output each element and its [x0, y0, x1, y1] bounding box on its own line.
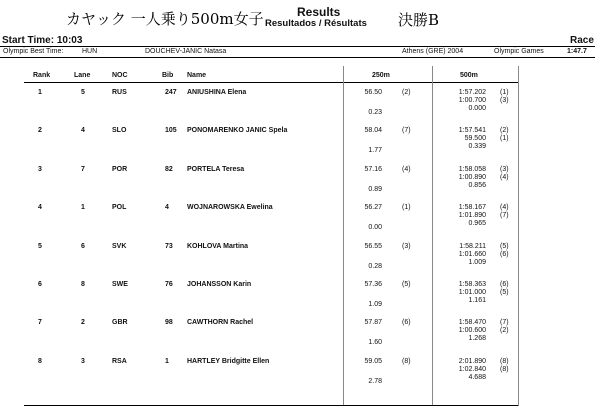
cell-500m-split: 1:01.000: [458, 289, 486, 296]
cell-500m-rank: (2): [500, 127, 509, 135]
cell-name: PONOMARENKO JANIC Spela: [187, 127, 288, 135]
cell-500m-rank: (8): [500, 357, 509, 365]
cell-250m-gap: 1.60: [368, 339, 382, 347]
col-separator: [432, 66, 433, 406]
cell-500m-split-rank: (5): [500, 289, 509, 296]
cell-lane: 1: [81, 204, 85, 212]
cell-noc: RSA: [112, 357, 127, 365]
handwritten-event-label: カヤック 一人乗り500m女子: [66, 10, 264, 28]
cell-500m-time: 2:01.890: [458, 357, 486, 365]
cell-250m-time: 56.55: [364, 242, 382, 250]
cell-500m-rank: (7): [500, 319, 509, 327]
cell-500m-split-rank: (4): [500, 173, 509, 181]
cell-250m-time: 58.04: [364, 127, 382, 135]
cell-500m-split: 59.500: [464, 135, 486, 143]
cell-rank: 2: [38, 127, 42, 135]
cell-500m-time: 1:57.202: [458, 89, 486, 96]
cell-500m-gap: 0.339: [468, 143, 486, 151]
cell-250m-time: 59.05: [364, 357, 382, 365]
cell-250m-rank: (8): [402, 357, 411, 365]
cell-250m-time: 56.27: [364, 204, 382, 212]
cell-lane: 8: [81, 281, 85, 288]
cell-noc: GBR: [112, 319, 128, 327]
cell-500m-split: 1:00.700: [458, 97, 486, 104]
cell-500m-rank: (4): [500, 204, 509, 212]
cell-lane: 3: [81, 357, 85, 365]
cell-250m-time: 57.87: [364, 319, 382, 327]
header-underline: [24, 82, 518, 83]
cell-250m-rank: (3): [402, 242, 411, 250]
col-rank: Rank: [33, 72, 51, 79]
divider: [0, 57, 595, 58]
cell-250m-rank: (5): [402, 281, 411, 288]
olympic-best-event: Olympic Games: [494, 48, 544, 55]
cell-rank: 6: [38, 281, 42, 288]
cell-250m-gap: 0.89: [368, 185, 382, 193]
cell-250m-rank: (7): [402, 127, 411, 135]
cell-lane: 4: [81, 127, 85, 135]
cell-250m-gap: 2.78: [368, 377, 382, 385]
cell-bib: 1: [165, 357, 169, 365]
cell-250m-rank: (1): [402, 204, 411, 212]
cell-name: KOHLOVA Martina: [187, 242, 249, 250]
cell-noc: RUS: [112, 89, 127, 96]
cell-name: PORTELA Teresa: [187, 165, 245, 173]
cell-500m-split-rank: (3): [500, 97, 509, 104]
olympic-best-time: 1:47.7: [567, 48, 587, 55]
cell-250m-time: 57.16: [364, 165, 382, 173]
handwritten-final-label: 決勝B: [398, 11, 440, 29]
cell-250m-gap: 1.09: [368, 301, 382, 308]
cell-500m-split: 1:00.890: [458, 173, 486, 181]
cell-lane: 7: [81, 165, 85, 173]
cell-lane: 5: [81, 89, 85, 96]
cell-250m-gap: 0.00: [368, 224, 382, 232]
page-title: Results: [297, 5, 341, 19]
cell-250m-rank: (6): [402, 319, 411, 327]
cell-250m-gap: 0.28: [368, 262, 382, 270]
cell-rank: 5: [38, 242, 42, 250]
cell-500m-split: 1:02.840: [458, 365, 486, 373]
cell-name: WOJNAROWSKA Ewelina: [187, 204, 273, 212]
olympic-best-name: DOUCHEV-JANIC Natasa: [145, 48, 227, 55]
col-500m: 500m: [460, 72, 478, 79]
cell-500m-split-rank: (7): [500, 212, 509, 220]
cell-500m-time: 1:58.211: [459, 242, 486, 250]
table-bottom: [24, 405, 518, 406]
start-time: Start Time: 10:03: [2, 35, 83, 46]
cell-rank: 1: [38, 89, 42, 96]
col-separator: [343, 66, 344, 406]
cell-500m-time: 1:58.058: [458, 165, 486, 173]
cell-500m-rank: (5): [500, 242, 509, 250]
cell-500m-gap: 4.688: [468, 373, 486, 381]
cell-bib: 105: [165, 127, 177, 135]
cell-500m-gap: 0.856: [468, 181, 486, 189]
cell-rank: 8: [38, 357, 42, 365]
cell-noc: POL: [112, 204, 127, 212]
col-250m: 250m: [372, 72, 390, 79]
cell-noc: SWE: [112, 281, 128, 288]
cell-500m-time: 1:58.167: [458, 204, 486, 212]
cell-500m-split-rank: (2): [500, 327, 509, 335]
cell-500m-rank: (3): [500, 165, 509, 173]
cell-500m-split-rank: (1): [500, 135, 509, 143]
cell-bib: 98: [165, 319, 173, 327]
olympic-best-label: Olympic Best Time:: [3, 48, 64, 55]
cell-500m-split-rank: (8): [500, 365, 509, 373]
cell-500m-split: 1:01.660: [458, 250, 486, 258]
cell-500m-split-rank: (6): [500, 250, 509, 258]
col-separator: [518, 66, 519, 406]
cell-lane: 2: [81, 319, 85, 327]
cell-500m-time: 1:57.541: [458, 127, 486, 135]
cell-bib: 4: [165, 204, 169, 212]
cell-name: HARTLEY Bridgitte Ellen: [187, 357, 270, 365]
cell-name: ANIUSHINA Elena: [187, 89, 247, 96]
cell-lane: 6: [81, 242, 85, 250]
cell-rank: 4: [38, 204, 42, 212]
cell-500m-gap: 1.268: [468, 335, 486, 343]
cell-500m-rank: (1): [500, 89, 509, 96]
cell-500m-gap: 0.000: [468, 105, 486, 112]
cell-500m-gap: 1.009: [468, 258, 486, 266]
cell-500m-gap: 0.965: [468, 220, 486, 228]
cell-bib: 73: [165, 242, 173, 250]
page-subtitle: Resultados / Résultats: [265, 18, 367, 29]
cell-500m-time: 1:58.470: [458, 319, 486, 327]
cell-name: CAWTHORN Rachel: [187, 319, 254, 327]
olympic-best-noc: HUN: [82, 48, 98, 55]
cell-noc: SVK: [112, 242, 127, 250]
race-corner-label: Race: [570, 35, 594, 46]
cell-250m-rank: (2): [402, 89, 411, 96]
cell-bib: 76: [165, 281, 173, 288]
cell-250m-time: 57.36: [364, 281, 382, 288]
cell-250m-rank: (4): [402, 165, 411, 173]
cell-name: JOHANSSON Karin: [187, 281, 252, 288]
divider: [0, 46, 595, 47]
cell-bib: 82: [165, 165, 173, 173]
cell-250m-gap: 0.23: [368, 109, 382, 116]
col-noc: NOC: [112, 72, 128, 79]
col-bib: Bib: [162, 72, 174, 79]
cell-rank: 3: [38, 165, 42, 173]
cell-noc: POR: [112, 165, 128, 173]
cell-500m-rank: (6): [500, 281, 509, 288]
cell-noc: SLO: [112, 127, 127, 135]
olympic-best-place: Athens (GRE) 2004: [402, 48, 464, 55]
cell-bib: 247: [165, 89, 177, 96]
cell-250m-gap: 1.77: [368, 147, 382, 155]
col-name: Name: [187, 72, 207, 79]
col-lane: Lane: [74, 72, 91, 79]
cell-500m-split: 1:00.600: [458, 327, 486, 335]
cell-500m-gap: 1.161: [468, 297, 486, 304]
cell-500m-split: 1:01.890: [458, 212, 486, 220]
cell-500m-time: 1:58.363: [458, 281, 486, 288]
cell-250m-time: 56.50: [364, 89, 382, 96]
cell-rank: 7: [38, 319, 42, 327]
